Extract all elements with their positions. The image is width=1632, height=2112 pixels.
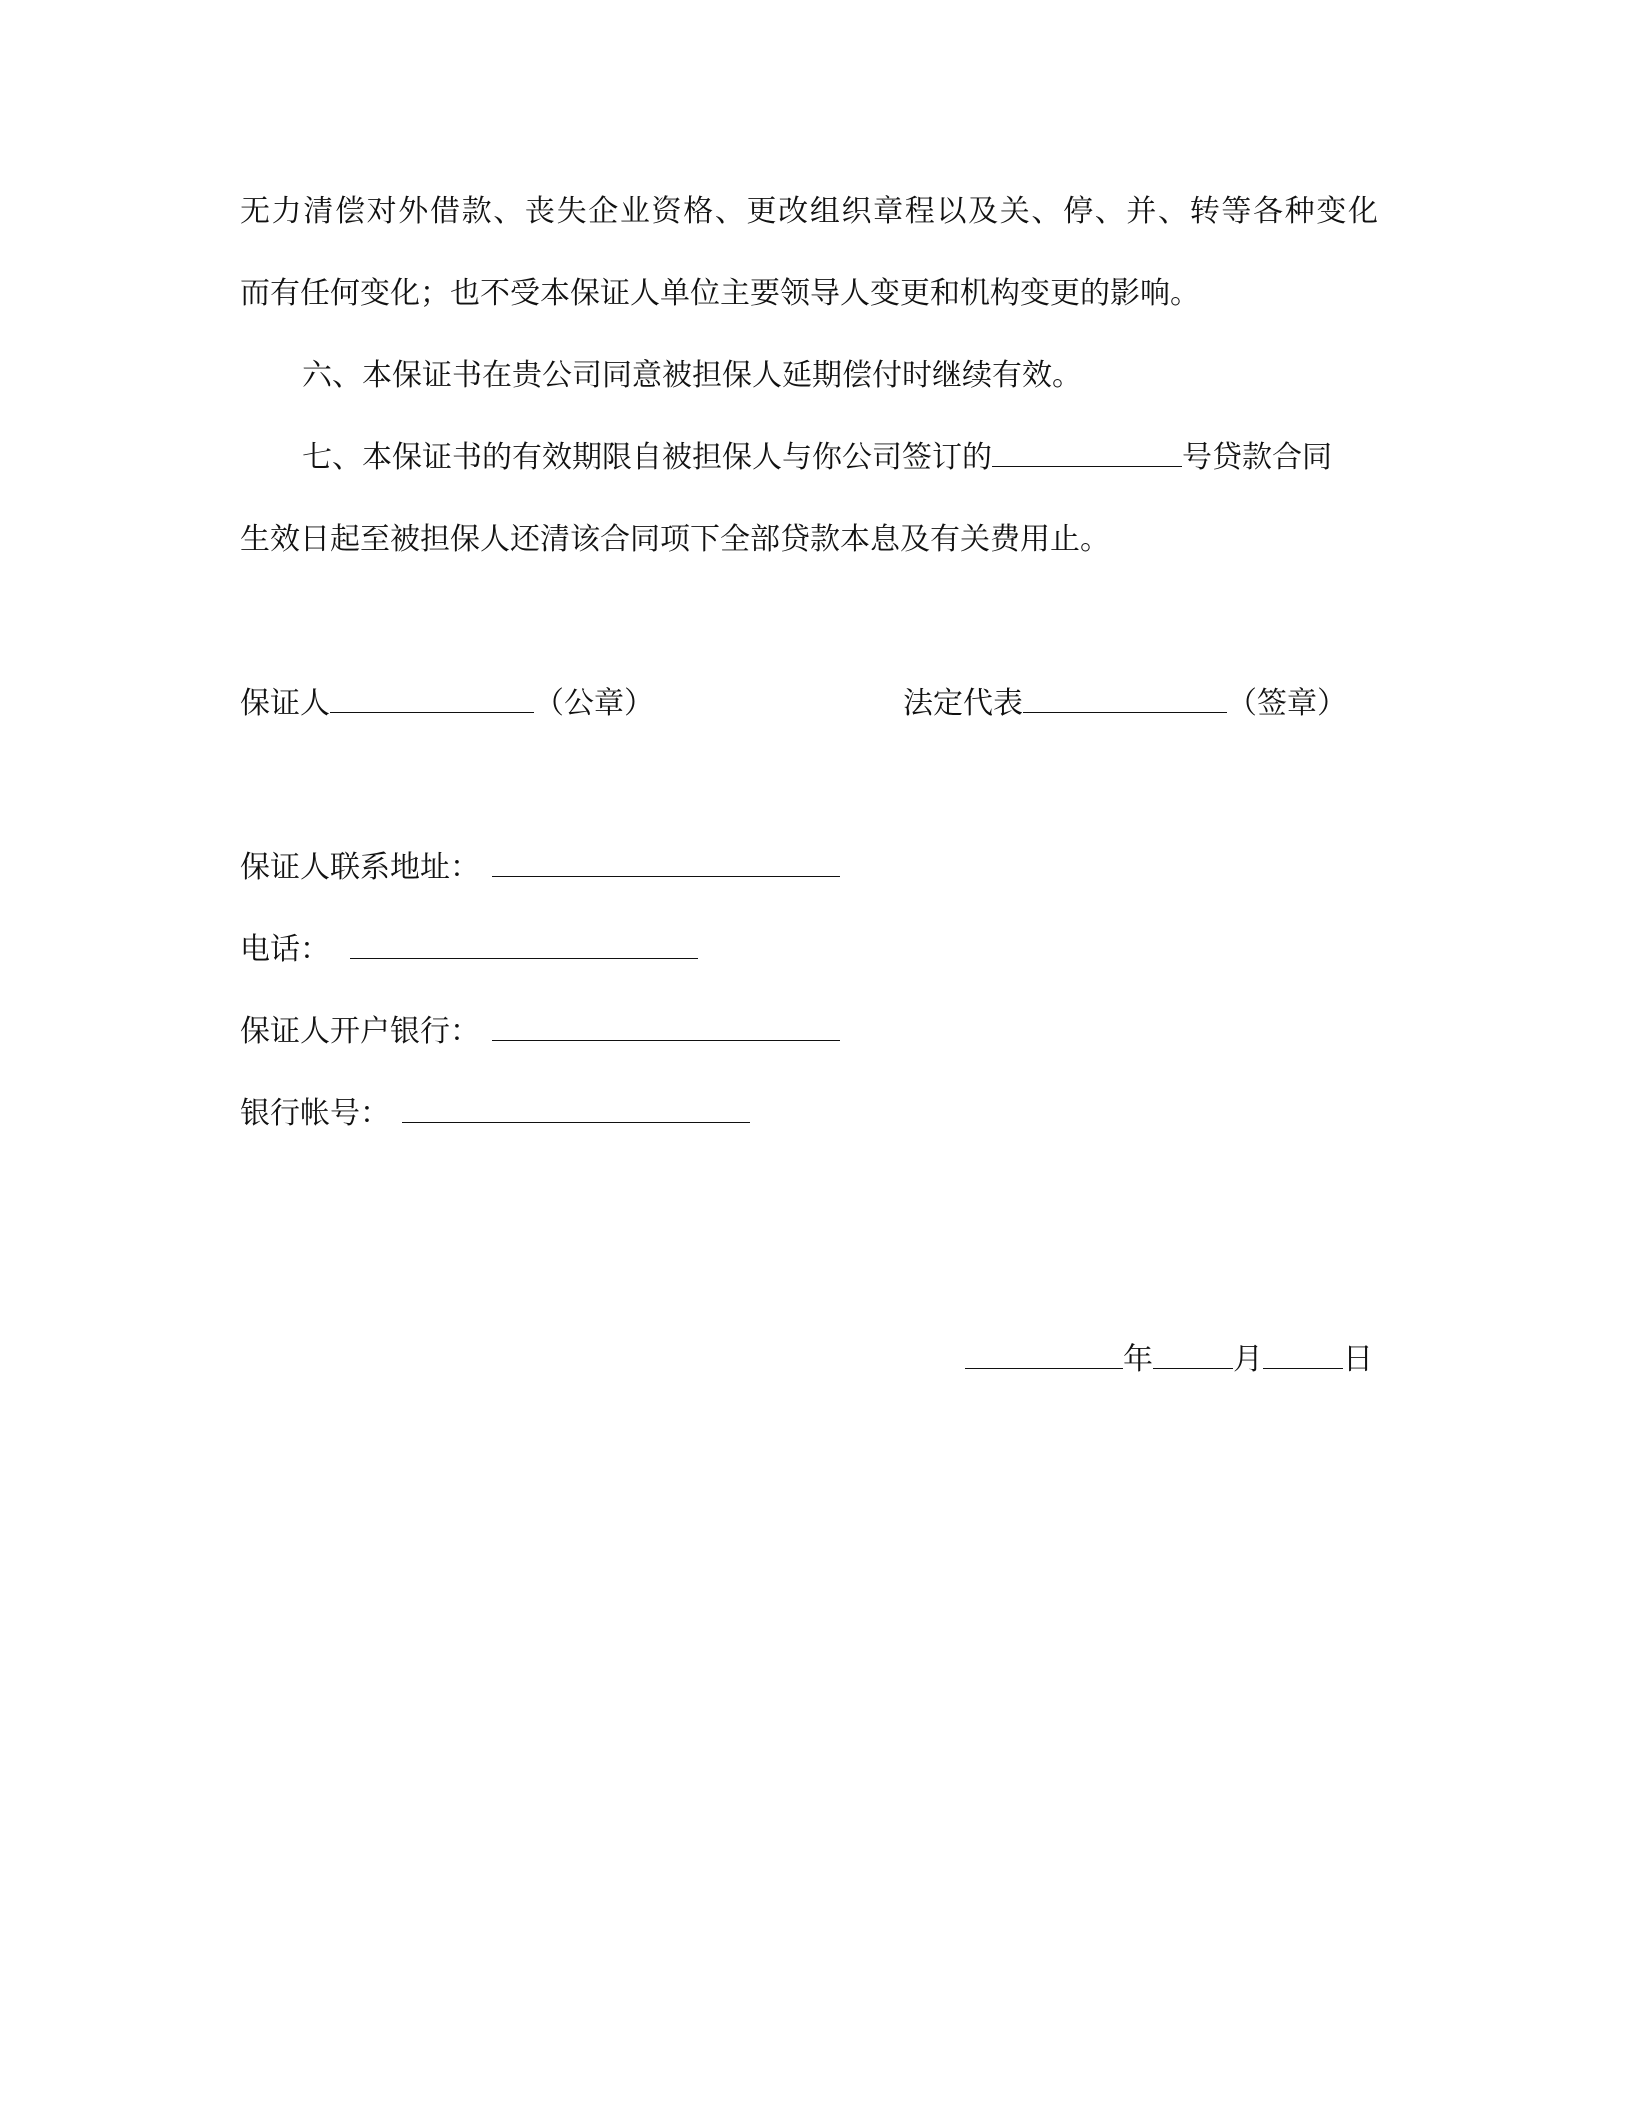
phone-field [240, 930, 698, 970]
bank-label: 保证人开户银行： [240, 1014, 480, 1049]
paragraph-6: 六、本保证书在贵公司同意被担保人延期偿付时继续有效。 [302, 358, 1082, 393]
month-label: 月 [1233, 1342, 1263, 1377]
month-blank[interactable] [1153, 1342, 1233, 1369]
account-blank[interactable] [402, 1096, 750, 1123]
guarantor-label: 保证人 [240, 686, 330, 721]
account-label: 银行帐号： [240, 1096, 390, 1131]
bank-field [240, 1012, 840, 1052]
paragraph-7-line-2: 生效日起至被担保人还清该合同项下全部贷款本息及有关费用止。 [240, 522, 1110, 557]
year-blank[interactable] [965, 1342, 1123, 1369]
address-blank[interactable] [492, 850, 840, 877]
address-label: 保证人联系地址： [240, 850, 480, 885]
phone-label: 电话： [240, 932, 330, 967]
legal-representative-row [903, 684, 1347, 724]
guarantor-signature-row [240, 684, 654, 724]
legal-representative-blank[interactable] [1023, 686, 1227, 713]
legal-representative-seal-label: （签章） [1227, 686, 1347, 721]
day-label: 日 [1343, 1342, 1373, 1377]
paragraph-5-line-2: 而有任何变化；也不受本保证人单位主要领导人变更和机构变更的影响。 [240, 276, 1200, 311]
account-field [240, 1094, 750, 1134]
paragraph-5-line-1: 无力清偿对外借款、丧失企业资格、更改组织章程以及关、停、并、转等各种变化 [240, 194, 1378, 229]
year-label: 年 [1123, 1342, 1153, 1377]
day-blank[interactable] [1263, 1342, 1343, 1369]
contract-number-blank[interactable] [992, 440, 1182, 467]
phone-blank[interactable] [350, 932, 698, 959]
paragraph-7-text-after: 号贷款合同 [1182, 440, 1332, 475]
paragraph-7-line-1 [302, 438, 1332, 478]
legal-representative-label: 法定代表 [903, 686, 1023, 721]
guarantor-name-blank[interactable] [330, 686, 534, 713]
address-field [240, 848, 840, 888]
paragraph-7-text-before: 七、本保证书的有效期限自被担保人与你公司签订的 [302, 440, 992, 475]
bank-blank[interactable] [492, 1014, 840, 1041]
guarantor-seal-label: （公章） [534, 686, 654, 721]
date-row [965, 1340, 1373, 1380]
